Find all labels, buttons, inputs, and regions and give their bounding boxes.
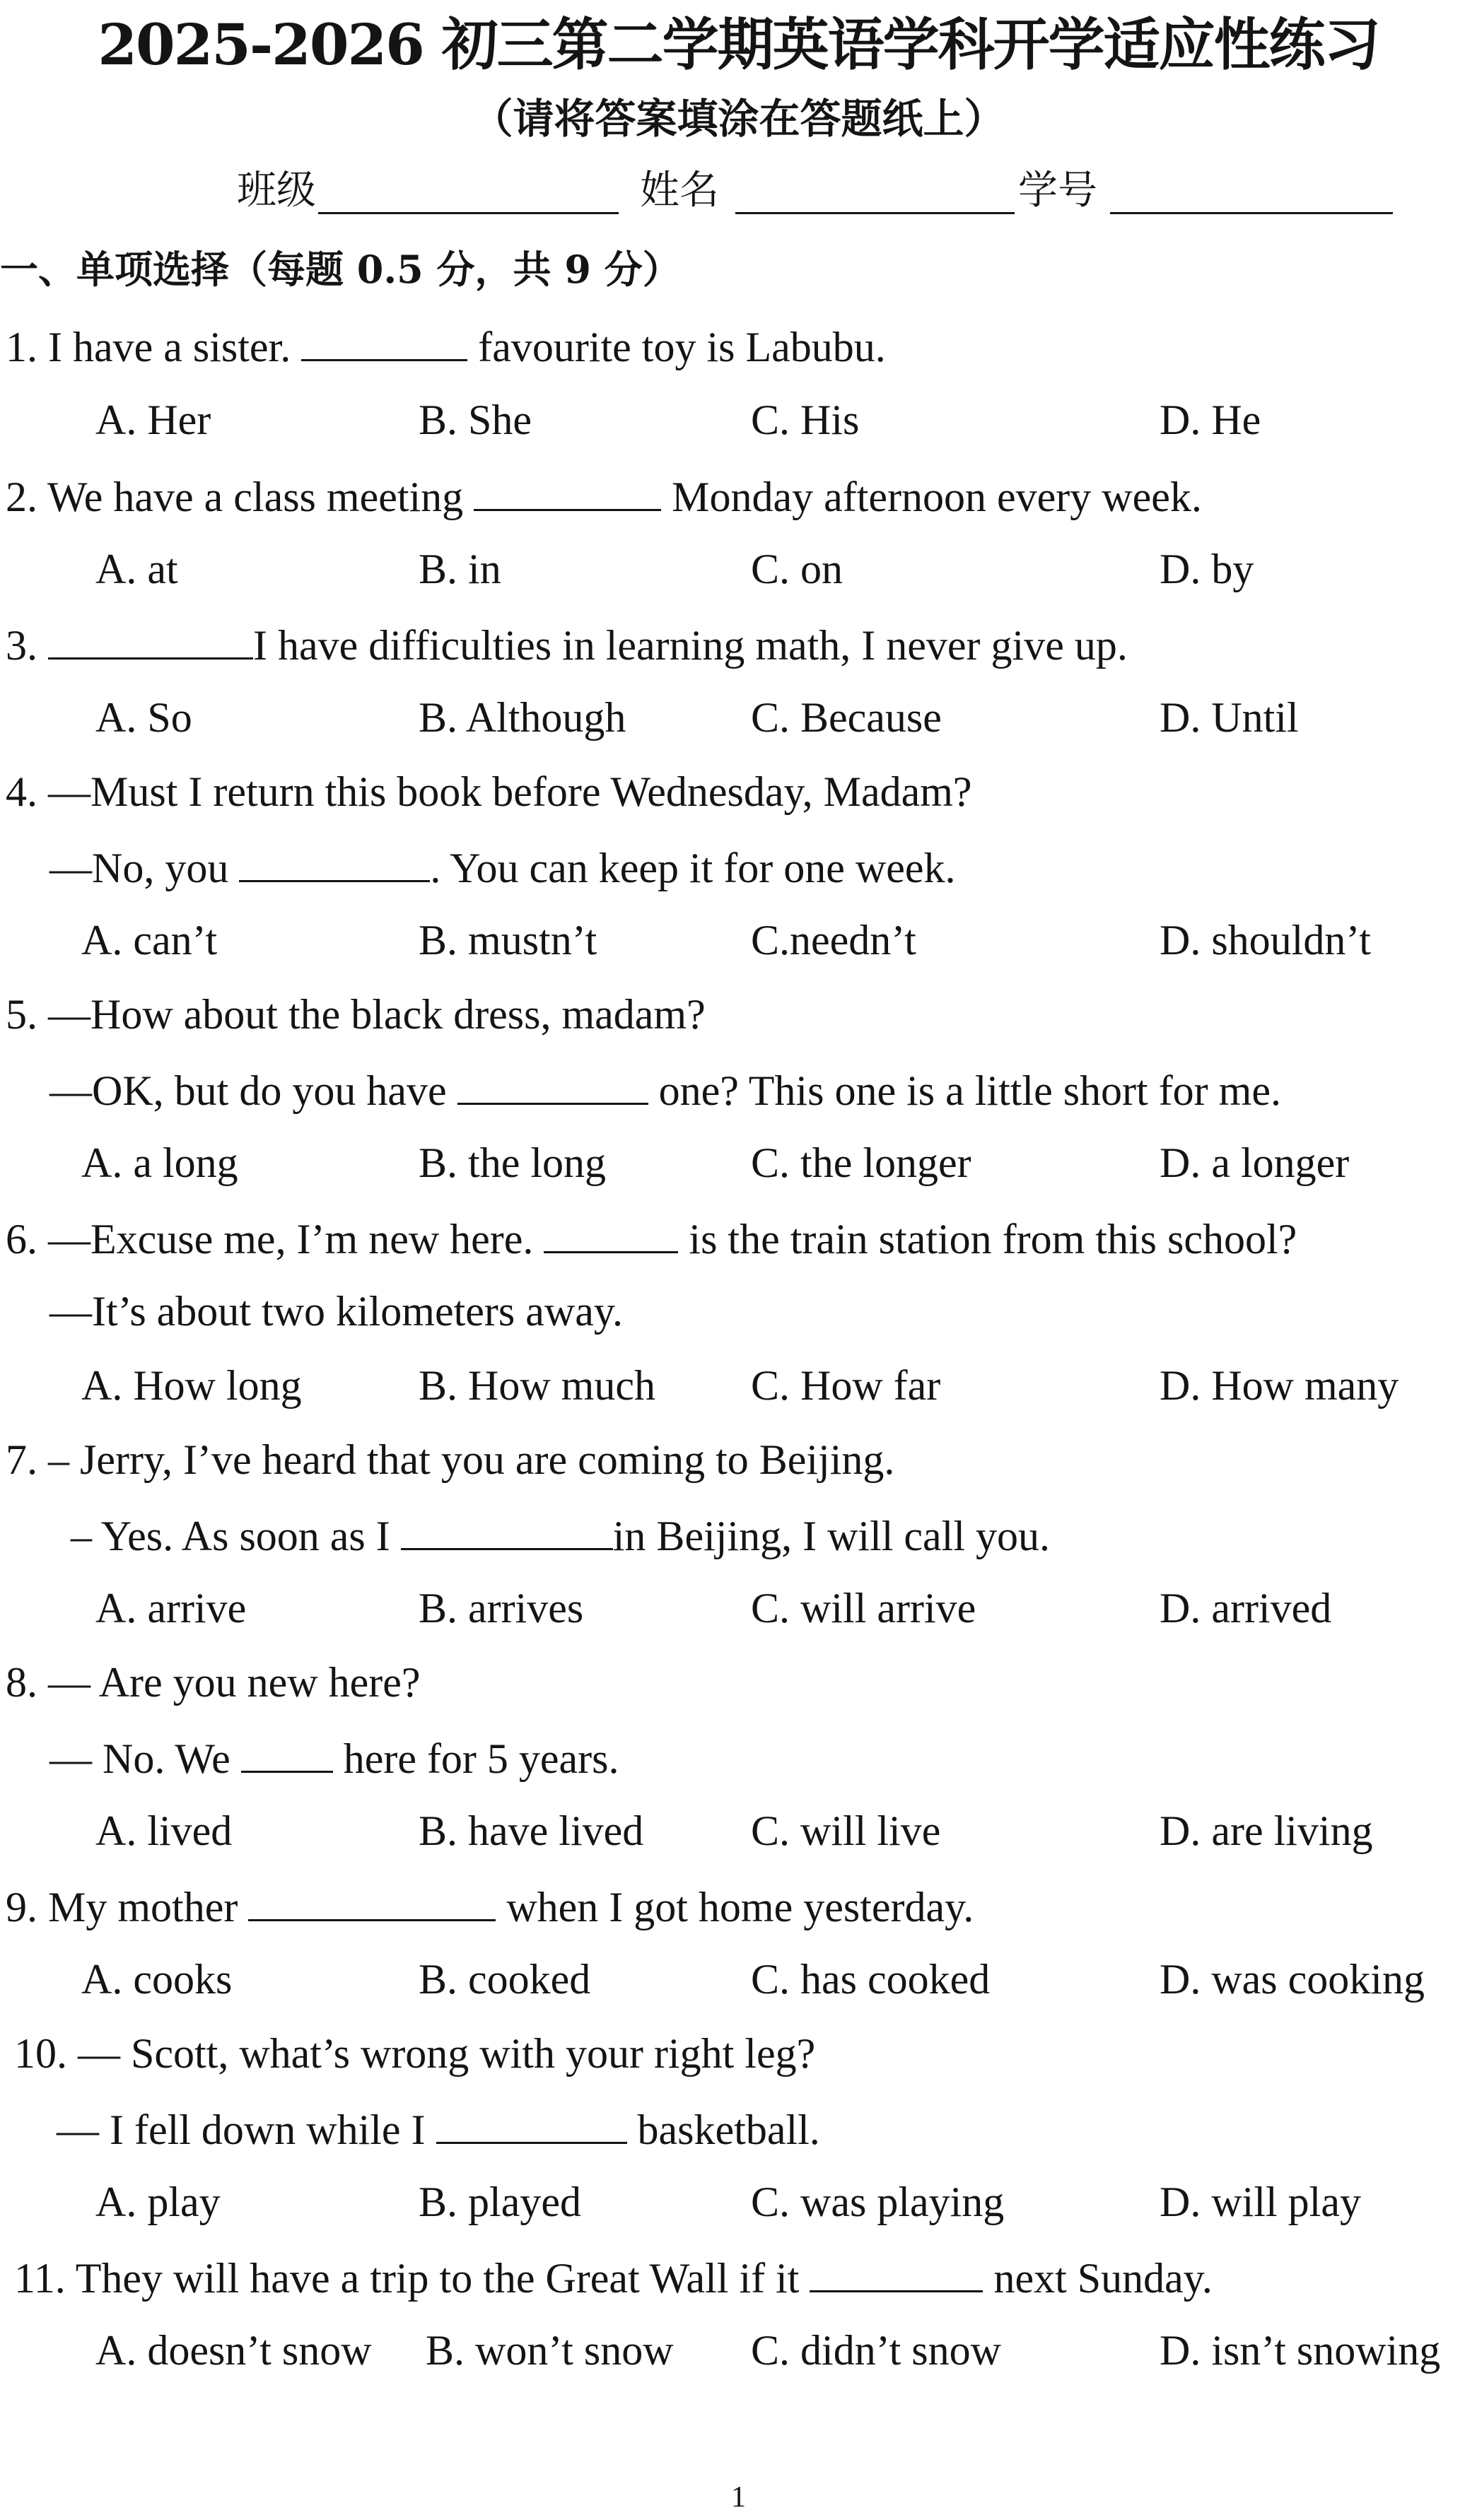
option-d[interactable]: D. a longer (1160, 1139, 1350, 1186)
option-d[interactable]: D. will play (1160, 2179, 1361, 2225)
answer-blank[interactable] (436, 2099, 627, 2144)
option-b[interactable]: B. She (419, 397, 532, 443)
option-b[interactable]: B. How much (419, 1362, 655, 1409)
answer-blank[interactable] (544, 1209, 678, 1253)
question-4-options (0, 912, 1477, 968)
stem-text: — I fell down while I (57, 2106, 436, 2153)
stem-text: 2. We have a class meeting (6, 474, 474, 520)
question-7-stem: 7. – Jerry, I’ve heard that you are coming to Beijing. (6, 1436, 895, 1483)
stem-text: 3. (6, 622, 48, 669)
option-a[interactable]: A. So (95, 694, 192, 741)
option-c[interactable]: C. How far (751, 1362, 941, 1409)
option-a[interactable]: A. cooks (81, 1956, 233, 2003)
question-9-options (0, 1951, 1477, 2008)
question-4-stem: 4. —Must I return this book before Wednesday, Madam? (6, 768, 972, 815)
question-1-stem (6, 317, 1469, 373)
option-d[interactable]: D. How many (1160, 1362, 1399, 1409)
stem-text: 11. They will have a trip to the Great Wall if it (14, 2255, 810, 2302)
stem-text: basketball. (626, 2106, 820, 2153)
stem-text: 6. —Excuse me, I’m new here. (6, 1216, 544, 1262)
question-3-options (0, 689, 1477, 746)
stem-text: Monday afternoon every week. (661, 474, 1202, 520)
question-10-options (0, 2174, 1477, 2230)
stem-text: . You can keep it for one week. (430, 845, 956, 891)
option-b[interactable]: B. mustn’t (419, 917, 597, 963)
option-c[interactable]: C. will live (751, 1807, 941, 1854)
question-6-options (0, 1357, 1477, 1414)
option-a[interactable]: A. lived (95, 1807, 233, 1854)
question-8-options (0, 1803, 1477, 1859)
id-label: 学号 (1018, 168, 1097, 213)
stem-text: – Yes. As soon as I (71, 1513, 401, 1559)
name-blank[interactable] (735, 212, 1015, 214)
answer-blank[interactable] (474, 467, 661, 511)
option-d[interactable]: D. He (1160, 397, 1261, 443)
answer-blank[interactable] (248, 1877, 496, 1921)
option-c[interactable]: C. on (751, 546, 843, 592)
option-c[interactable]: C. didn’t snow (751, 2327, 1001, 2374)
question-5-options (0, 1135, 1477, 1191)
stem-text: — No. We (49, 1735, 241, 1782)
stem-text: is the train station from this school? (678, 1216, 1297, 1262)
question-9-stem (6, 1877, 1469, 1933)
section-heading: 一、单项选择（每题 0.5 分，共 9 分） (0, 247, 681, 292)
stem-text: 1. I have a sister. (6, 324, 302, 370)
exam-subtitle: （请将答案填涂在答题纸上） (472, 95, 1005, 143)
stem-text: —OK, but do you have (49, 1067, 457, 1114)
stem-text: —No, you (49, 845, 240, 891)
option-c[interactable]: C. Because (751, 694, 942, 741)
option-b[interactable]: B. won’t snow (426, 2327, 674, 2374)
stem-text: in Beijing, I will call you. (612, 1513, 1051, 1559)
option-c[interactable]: C. the longer (751, 1139, 971, 1186)
question-6-stem (6, 1209, 1469, 1265)
stem-text: I have difficulties in learning math, I never give up. (253, 622, 1128, 669)
option-d[interactable]: D. are living (1160, 1807, 1373, 1854)
answer-blank[interactable] (301, 317, 467, 361)
option-a[interactable]: A. How long (81, 1362, 302, 1409)
answer-blank[interactable] (239, 838, 430, 882)
option-d[interactable]: D. shouldn’t (1160, 917, 1371, 963)
option-b[interactable]: B. have lived (419, 1807, 644, 1854)
stem-text: here for 5 years. (332, 1735, 619, 1782)
question-10-stem: 10. — Scott, what’s wrong with your right leg? (14, 2030, 816, 2077)
question-7-response (71, 1506, 1477, 1562)
option-c[interactable]: C. was playing (751, 2179, 1005, 2225)
option-d[interactable]: D. was cooking (1160, 1956, 1425, 2003)
option-a[interactable]: A. Her (95, 397, 211, 443)
answer-blank[interactable] (810, 2248, 983, 2292)
option-b[interactable]: B. in (419, 546, 501, 592)
option-d[interactable]: D. arrived (1160, 1585, 1332, 1631)
class-blank[interactable] (318, 212, 619, 214)
question-2-options (0, 541, 1477, 597)
id-blank[interactable] (1110, 212, 1393, 214)
question-6-response: —It’s about two kilometers away. (49, 1288, 623, 1335)
option-a[interactable]: A. doesn’t snow (95, 2327, 372, 2374)
question-10-response (57, 2099, 1477, 2156)
exam-title: 2025-2026 初三第二学期英语学科开学适应性练习 (98, 11, 1379, 78)
option-b[interactable]: B. cooked (419, 1956, 591, 2003)
class-label: 班级 (237, 168, 316, 213)
stem-text: when I got home yesterday. (496, 1884, 974, 1930)
option-c[interactable]: C. His (751, 397, 860, 443)
option-d[interactable]: D. isn’t snowing (1160, 2327, 1441, 2374)
option-b[interactable]: B. Although (419, 694, 626, 741)
question-1-options (0, 392, 1477, 448)
question-8-stem: 8. — Are you new here? (6, 1659, 421, 1706)
answer-blank[interactable] (457, 1060, 648, 1105)
question-2-stem (6, 467, 1469, 523)
question-5-stem: 5. —How about the black dress, madam? (6, 991, 706, 1038)
stem-text: favourite toy is Labubu. (467, 324, 886, 370)
option-d[interactable]: D. Until (1160, 694, 1299, 741)
question-11-options (0, 2322, 1477, 2379)
question-3-stem (6, 615, 1469, 672)
option-b[interactable]: B. the long (419, 1139, 606, 1186)
option-a[interactable]: A. can’t (81, 917, 218, 963)
option-c[interactable]: C. has cooked (751, 1956, 991, 2003)
option-a[interactable]: A. at (95, 546, 178, 592)
question-5-response (49, 1060, 1477, 1117)
answer-blank[interactable] (241, 1728, 333, 1773)
question-11-stem (14, 2248, 1477, 2304)
question-8-response (49, 1728, 1477, 1785)
stem-text: 9. My mother (6, 1884, 249, 1930)
option-c[interactable]: C. will arrive (751, 1585, 976, 1631)
option-a[interactable]: A. a long (81, 1139, 238, 1186)
option-a[interactable]: A. play (95, 2179, 221, 2225)
question-4-response (49, 838, 1477, 894)
stem-text: one? This one is a little short for me. (648, 1067, 1281, 1114)
option-a[interactable]: A. arrive (95, 1585, 247, 1631)
option-b[interactable]: B. arrives (419, 1585, 584, 1631)
option-c[interactable]: C.needn’t (751, 917, 916, 963)
question-7-options (0, 1580, 1477, 1636)
answer-blank[interactable] (48, 615, 253, 660)
student-info-row (0, 163, 1477, 219)
option-d[interactable]: D. by (1160, 546, 1254, 592)
answer-blank[interactable] (401, 1506, 613, 1550)
name-label: 姓名 (640, 168, 719, 213)
page-number: 1 (731, 2481, 746, 2514)
option-b[interactable]: B. played (419, 2179, 581, 2225)
stem-text: next Sunday. (983, 2255, 1213, 2302)
